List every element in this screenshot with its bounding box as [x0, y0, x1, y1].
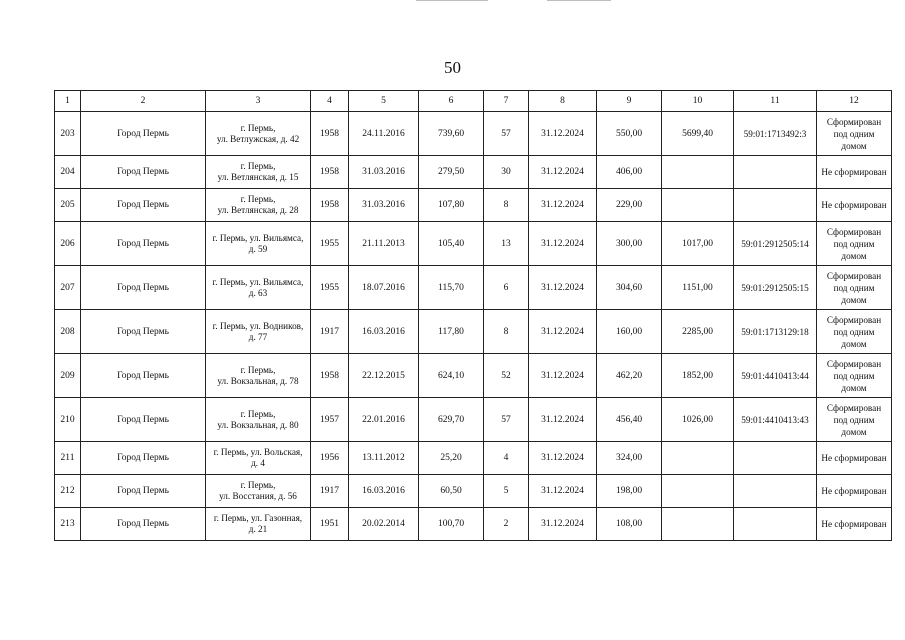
residents-cell: 8 [484, 310, 529, 354]
address-line: ул. Ветлужская, д. 42 [216, 133, 300, 144]
address-line: ул. Восстания, д. 56 [219, 491, 297, 501]
build-year-cell: 1955 [311, 266, 349, 310]
area-cell: 304,60 [597, 266, 662, 310]
area-cell: 115,70 [419, 266, 484, 310]
column-header: 2 [81, 91, 206, 112]
row-number-cell: 208 [55, 310, 81, 354]
date-cell: 13.11.2012 [349, 442, 419, 475]
table-row [55, 266, 892, 310]
build-year-cell: 1958 [311, 354, 349, 398]
area-cell: 198,00 [597, 475, 662, 508]
build-year-cell: 1958 [311, 156, 349, 189]
cadastral-number-cell: 59:01:2912505:14 [734, 222, 817, 266]
address-line: д. 4 [251, 458, 265, 468]
residents-cell: 13 [484, 222, 529, 266]
table-row [55, 189, 892, 222]
area-cell: 456,40 [597, 398, 662, 442]
date-cell: 16.03.2016 [349, 475, 419, 508]
address-line: ул. Ветлянская, д. 15 [217, 172, 299, 182]
table-row [55, 442, 892, 475]
column-header: 9 [597, 91, 662, 112]
address-cell [206, 189, 311, 222]
area-cell: 462,20 [597, 354, 662, 398]
row-number-cell: 204 [55, 156, 81, 189]
land-status-cell: Сформирован под одним домом [817, 310, 892, 354]
area-cell: 279,50 [419, 156, 484, 189]
planned-date-cell: 31.12.2024 [529, 310, 597, 354]
land-status-cell: Не сформирован [817, 508, 892, 541]
column-header: 5 [349, 91, 419, 112]
planned-date-cell: 31.12.2024 [529, 475, 597, 508]
address-cell [206, 112, 311, 156]
row-number-cell: 213 [55, 508, 81, 541]
land-area-cell [662, 475, 734, 508]
planned-date-cell: 31.12.2024 [529, 266, 597, 310]
address-line: г. Пермь, [240, 194, 276, 204]
table-row [55, 310, 892, 354]
cadastral-number-cell: 59:01:1713129:18 [734, 310, 817, 354]
address-line: г. Пермь, ул. Газонная, [213, 513, 303, 523]
column-header: 10 [662, 91, 734, 112]
build-year-cell: 1917 [311, 475, 349, 508]
address-cell [206, 508, 311, 541]
land-status-cell: Не сформирован [817, 156, 892, 189]
area-cell: 739,60 [419, 112, 484, 156]
cadastral-number-cell: 59:01:4410413:43 [734, 398, 817, 442]
area-cell: 229,00 [597, 189, 662, 222]
scan-artifact-line [547, 0, 611, 1]
area-cell: 105,40 [419, 222, 484, 266]
date-cell: 20.02.2014 [349, 508, 419, 541]
date-cell: 18.07.2016 [349, 266, 419, 310]
table-row [55, 508, 892, 541]
land-area-cell: 1151,00 [662, 266, 734, 310]
date-cell: 22.12.2015 [349, 354, 419, 398]
table-row [55, 398, 892, 442]
residents-cell: 2 [484, 508, 529, 541]
area-cell: 117,80 [419, 310, 484, 354]
area-cell: 324,00 [597, 442, 662, 475]
row-number-cell: 209 [55, 354, 81, 398]
column-header: 11 [734, 91, 817, 112]
table-row [55, 354, 892, 398]
address-cell [206, 222, 311, 266]
land-status-cell: Сформирован под одним домом [817, 222, 892, 266]
municipality-cell: Город Пермь [81, 398, 206, 442]
table-row [55, 112, 892, 156]
planned-date-cell: 31.12.2024 [529, 222, 597, 266]
planned-date-cell: 31.12.2024 [529, 112, 597, 156]
area-cell: 629,70 [419, 398, 484, 442]
cadastral-number-cell [734, 442, 817, 475]
area-cell: 550,00 [597, 112, 662, 156]
municipality-cell: Город Пермь [81, 112, 206, 156]
cadastral-number-cell [734, 156, 817, 189]
land-status-cell: Не сформирован [817, 475, 892, 508]
municipality-cell: Город Пермь [81, 266, 206, 310]
municipality-cell: Город Пермь [81, 354, 206, 398]
date-cell: 24.11.2016 [349, 112, 419, 156]
row-number-cell: 203 [55, 112, 81, 156]
table-row [55, 156, 892, 189]
address-line: г. Пермь, [240, 161, 276, 171]
planned-date-cell: 31.12.2024 [529, 189, 597, 222]
land-area-cell: 1852,00 [662, 354, 734, 398]
planned-date-cell: 31.12.2024 [529, 156, 597, 189]
address-line: г. Пермь, ул. Вольская, [213, 447, 303, 457]
land-area-cell: 2285,00 [662, 310, 734, 354]
cadastral-number-cell: 59:01:4410413:44 [734, 354, 817, 398]
address-cell [206, 266, 311, 310]
residents-cell: 52 [484, 354, 529, 398]
area-cell: 406,00 [597, 156, 662, 189]
date-cell: 31.03.2016 [349, 189, 419, 222]
address-line: г. Пермь, [240, 480, 276, 490]
residents-cell: 57 [484, 112, 529, 156]
date-cell: 16.03.2016 [349, 310, 419, 354]
row-number-cell: 206 [55, 222, 81, 266]
residents-cell: 6 [484, 266, 529, 310]
build-year-cell: 1951 [311, 508, 349, 541]
date-cell: 31.03.2016 [349, 156, 419, 189]
land-area-cell: 1017,00 [662, 222, 734, 266]
area-cell: 624,10 [419, 354, 484, 398]
land-status-cell: Сформирован под одним домом [817, 398, 892, 442]
land-area-cell [662, 442, 734, 475]
municipality-cell: Город Пермь [81, 442, 206, 475]
column-header: 12 [817, 91, 892, 112]
row-number-cell: 205 [55, 189, 81, 222]
area-cell: 100,70 [419, 508, 484, 541]
address-line: г. Пермь, ул. Вильямса, [212, 276, 304, 287]
address-line: д. 63 [248, 287, 268, 298]
address-cell [206, 398, 311, 442]
municipality-cell: Город Пермь [81, 189, 206, 222]
table-header-row [55, 91, 892, 112]
page-number: 50 [444, 58, 461, 77]
residents-cell: 8 [484, 189, 529, 222]
row-number-cell: 212 [55, 475, 81, 508]
municipality-cell: Город Пермь [81, 475, 206, 508]
date-cell: 21.11.2013 [349, 222, 419, 266]
column-header: 7 [484, 91, 529, 112]
municipality-cell: Город Пермь [81, 222, 206, 266]
land-status-cell: Не сформирован [817, 189, 892, 222]
row-number-cell: 210 [55, 398, 81, 442]
land-area-cell [662, 156, 734, 189]
cadastral-number-cell [734, 475, 817, 508]
cadastral-number-cell [734, 508, 817, 541]
table-row [55, 475, 892, 508]
address-cell [206, 475, 311, 508]
scan-artifact-line [416, 0, 488, 1]
column-header: 1 [55, 91, 81, 112]
build-year-cell: 1956 [311, 442, 349, 475]
planned-date-cell: 31.12.2024 [529, 442, 597, 475]
address-cell [206, 354, 311, 398]
land-area-cell [662, 189, 734, 222]
row-number-cell: 207 [55, 266, 81, 310]
area-cell: 108,00 [597, 508, 662, 541]
date-cell: 22.01.2016 [349, 398, 419, 442]
cadastral-number-cell: 59:01:1713492:3 [734, 112, 817, 156]
address-line: г. Пермь, [240, 364, 276, 375]
build-year-cell: 1958 [311, 189, 349, 222]
land-status-cell: Не сформирован [817, 442, 892, 475]
address-cell [206, 156, 311, 189]
build-year-cell: 1957 [311, 398, 349, 442]
cadastral-number-cell: 59:01:2912505:15 [734, 266, 817, 310]
cadastral-number-cell [734, 189, 817, 222]
address-line: г. Пермь, ул. Вильямса, [212, 232, 304, 243]
address-line: г. Пермь, ул. Водников, [212, 320, 304, 331]
land-area-cell: 5699,40 [662, 112, 734, 156]
build-year-cell: 1955 [311, 222, 349, 266]
planned-date-cell: 31.12.2024 [529, 398, 597, 442]
area-cell: 25,20 [419, 442, 484, 475]
area-cell: 107,80 [419, 189, 484, 222]
residents-cell: 5 [484, 475, 529, 508]
area-cell: 300,00 [597, 222, 662, 266]
build-year-cell: 1917 [311, 310, 349, 354]
residents-cell: 30 [484, 156, 529, 189]
column-header: 8 [529, 91, 597, 112]
address-line: д. 77 [248, 331, 268, 342]
address-line: г. Пермь, [240, 408, 276, 419]
address-line: ул. Вокзальная, д. 80 [217, 419, 299, 430]
address-cell [206, 442, 311, 475]
column-header: 3 [206, 91, 311, 112]
municipality-cell: Город Пермь [81, 156, 206, 189]
land-status-cell: Сформирован под одним домом [817, 112, 892, 156]
address-cell [206, 310, 311, 354]
land-status-cell: Сформирован под одним домом [817, 354, 892, 398]
address-line: ул. Ветлянская, д. 28 [217, 205, 299, 215]
table-row [55, 222, 892, 266]
residents-cell: 4 [484, 442, 529, 475]
column-header: 4 [311, 91, 349, 112]
land-area-cell [662, 508, 734, 541]
address-line: д. 59 [248, 243, 268, 254]
area-cell: 60,50 [419, 475, 484, 508]
address-line: ул. Вокзальная, д. 78 [217, 375, 299, 386]
planned-date-cell: 31.12.2024 [529, 354, 597, 398]
housing-registry-table [54, 90, 892, 541]
municipality-cell: Город Пермь [81, 508, 206, 541]
address-line: г. Пермь, [240, 122, 276, 133]
row-number-cell: 211 [55, 442, 81, 475]
address-line: д. 21 [248, 524, 268, 534]
residents-cell: 57 [484, 398, 529, 442]
municipality-cell: Город Пермь [81, 310, 206, 354]
land-area-cell: 1026,00 [662, 398, 734, 442]
build-year-cell: 1958 [311, 112, 349, 156]
area-cell: 160,00 [597, 310, 662, 354]
land-status-cell: Сформирован под одним домом [817, 266, 892, 310]
planned-date-cell: 31.12.2024 [529, 508, 597, 541]
column-header: 6 [419, 91, 484, 112]
